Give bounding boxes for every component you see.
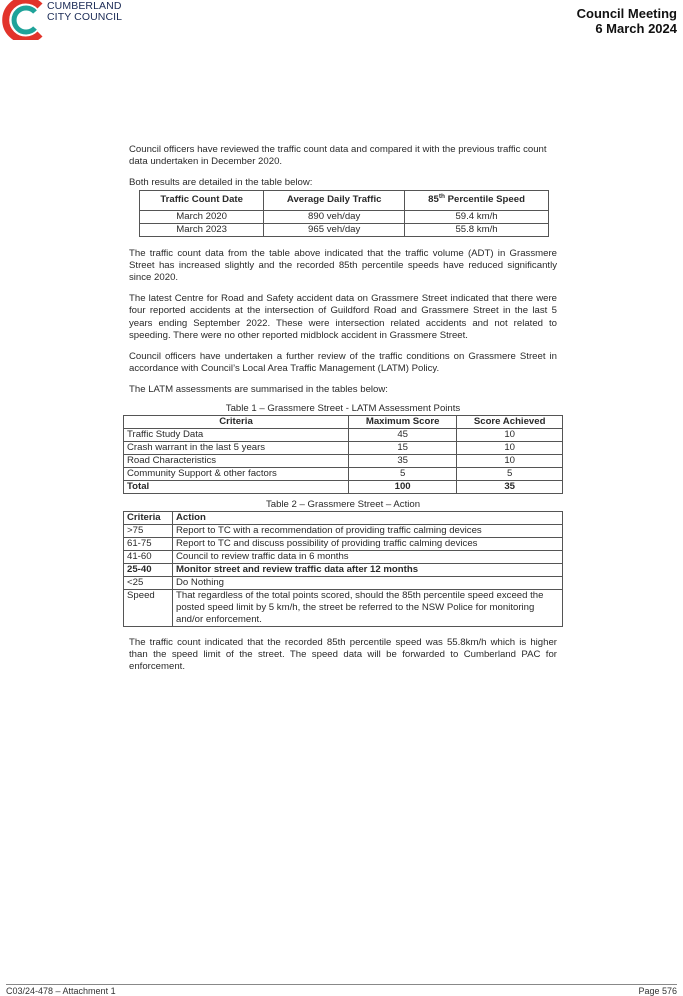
table-row <box>124 589 563 626</box>
table-cell: Road Characteristics <box>124 454 349 467</box>
logo-wordmark <box>47 1 122 23</box>
table-cell: 59.4 km/h <box>405 210 549 223</box>
table-row <box>124 441 563 454</box>
latm-action-table <box>123 511 563 627</box>
logo-line-2: CITY COUNCIL <box>47 11 123 23</box>
meeting-title: Council Meeting <box>576 6 677 21</box>
table-cell: 10 <box>457 441 563 454</box>
table-cell: That regardless of the total points scored, should the 85th percentile speed exceed the posted speed limit by 5 km/h, the street be referred to the NSW Police for monitoring and/or enforcement. <box>173 589 563 626</box>
paragraph-4: The latest Centre for Road and Safety accident data on Grassmere Street indicated that there were four reported accidents at the intersection of Guildford Road and Grassmere Street in the last 5 years ending September 2022. These were intersection related accidents and not related to speeding. There were no other reported midblock accident in Grassmere Street. <box>129 293 557 341</box>
table-cell: Report to TC with a recommendation of providing traffic calming devices <box>173 524 563 537</box>
table-cell: Report to TC and discuss possibility of providing traffic calming devices <box>173 537 563 550</box>
header-text: Percentile Speed <box>444 193 525 205</box>
table-cell: Total <box>124 480 349 493</box>
table-cell: 890 veh/day <box>264 210 405 223</box>
table-row <box>124 524 563 537</box>
meeting-date: 6 March 2024 <box>595 21 677 36</box>
table-header-row <box>124 415 563 428</box>
table-2-caption: Table 2 – Grassmere Street – Action <box>265 498 421 510</box>
header-cell: Action <box>173 511 563 524</box>
table-header-row <box>140 190 549 210</box>
paragraph-7: The traffic count indicated that the recorded 85th percentile speed was 55.8km/h which is higher than the speed limit of the street. The speed data will be forwarded to Cumberland PAC for enforcement. <box>129 636 557 673</box>
table-cell: 45 <box>349 428 457 441</box>
paragraph-3: The traffic count data from the table above indicated that the traffic volume (ADT) in Grassmere Street has increased slightly and the recorded 85th percentile speeds have reduced significantly since 2020. <box>129 247 557 284</box>
footer-page-number: Page 576 <box>638 986 677 996</box>
table-row <box>124 550 563 563</box>
table-cell: 10 <box>457 428 563 441</box>
header-cell: Criteria <box>124 415 349 428</box>
table-cell: Monitor street and review traffic data after 12 months <box>173 563 563 576</box>
table-cell: 35 <box>457 480 563 493</box>
table-row <box>124 467 563 480</box>
footer-attachment-ref: C03/24-478 – Attachment 1 <box>6 986 116 996</box>
latm-assessment-table <box>123 415 563 494</box>
table-cell: <25 <box>124 576 173 589</box>
header-cell: Maximum Score <box>349 415 457 428</box>
table-cell: 61-75 <box>124 537 173 550</box>
header-cell: Criteria <box>124 511 173 524</box>
footer-divider <box>6 984 677 985</box>
table-row <box>124 563 563 576</box>
council-logo <box>0 0 140 40</box>
table-row <box>124 537 563 550</box>
document-body <box>129 144 557 682</box>
table-cell: 55.8 km/h <box>405 223 549 236</box>
table-total-row <box>124 480 563 493</box>
table-cell: Crash warrant in the last 5 years <box>124 441 349 454</box>
table-cell: Traffic Study Data <box>124 428 349 441</box>
table-cell: 41-60 <box>124 550 173 563</box>
table-cell: Community Support & other factors <box>124 467 349 480</box>
traffic-comparison-table <box>139 190 549 237</box>
table-cell: 5 <box>349 467 457 480</box>
table-cell: Speed <box>124 589 173 626</box>
table-cell: March 2023 <box>140 223 264 236</box>
table-cell: 15 <box>349 441 457 454</box>
table-row <box>140 223 549 236</box>
meeting-header <box>577 6 677 36</box>
paragraph-2: Both results are detailed in the table below: <box>129 177 313 189</box>
table-row <box>140 210 549 223</box>
table-cell: Council to review traffic data in 6 months <box>173 550 563 563</box>
council-logo-icon <box>0 0 46 40</box>
table-cell: 100 <box>349 480 457 493</box>
logo-line-1: CUMBERLAND <box>47 0 122 12</box>
table-cell: 25-40 <box>124 563 173 576</box>
header-cell: Score Achieved <box>457 415 563 428</box>
header-cell <box>405 190 549 210</box>
table-row <box>124 576 563 589</box>
table-1-caption: Table 1 – Grassmere Street - LATM Assessment Points <box>225 402 461 414</box>
table-row <box>124 428 563 441</box>
table-cell: >75 <box>124 524 173 537</box>
table-cell: Do Nothing <box>173 576 563 589</box>
table-cell: March 2020 <box>140 210 264 223</box>
paragraph-1: Council officers have reviewed the traffic count data and compared it with the previous traffic count data undertaken in December 2020. <box>129 144 547 168</box>
header-text: 85 <box>428 193 439 205</box>
header-cell: Average Daily Traffic <box>264 190 405 210</box>
table-cell: 5 <box>457 467 563 480</box>
table-cell: 10 <box>457 454 563 467</box>
paragraph-5: Council officers have undertaken a further review of the traffic conditions on Grassmere Street in accordance with Council’s Local Area Traffic Management (LATM) Policy. <box>129 351 557 375</box>
table-header-row <box>124 511 563 524</box>
table-cell: 35 <box>349 454 457 467</box>
table-row <box>124 454 563 467</box>
header-cell: Traffic Count Date <box>140 190 264 210</box>
header-sup: th <box>438 192 445 200</box>
table-cell: 965 veh/day <box>264 223 405 236</box>
paragraph-6: The LATM assessments are summarised in the tables below: <box>129 384 388 396</box>
